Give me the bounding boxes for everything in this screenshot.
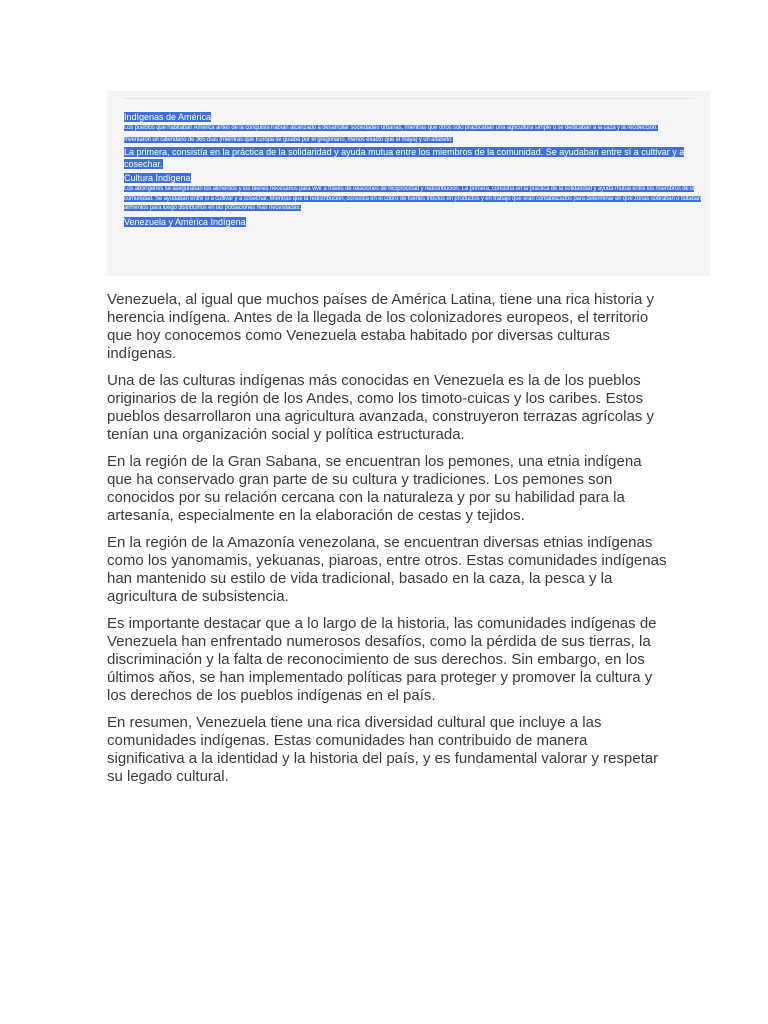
article-body [107,291,667,795]
article-paragraph: En la región de la Amazonía venezolana, se encuentran diversas etnias indígenas como los yanomamis, yekuanas, piaroas, entre otros. Estas comunidades indígenas han mantenido su estilo de vida tradicional, basado en la caza, la pesca y la agricultura de subsistencia. [107,534,667,605]
article-paragraph: En la región de la Gran Sabana, se encuentran los pemones, una etnia indígena que ha conservado gran parte de su cultura y tradiciones. Los pemones son conocidos por su relación cercana con la naturaleza y por su habilidad para la artesanía, especialmente en la elaboración de cestas y tejidos. [107,453,642,524]
article-paragraph: Una de las culturas indígenas más conocidas en Venezuela es la de los pueblos originarios de la región de los Andes, como los timoto-cuicas y los caribes. Estos pueblos desarrollaron una agricultura avanzada, construyeron terrazas agrícolas y tenían una organización social y política estructurada. [107,372,654,443]
screenshot-selected-text [124,111,702,229]
screenshot-paragraph: Inventaron un calendario de 365 días (mientras que Europa se guiaba por el gregoriano, menos exacto que el maya) y un alfabeto. [124,136,453,143]
screenshot-title: Indígenas de América [124,112,212,122]
screenshot-paragraph: Los pueblos que habitaban América antes de la conquista habían alcanzado a desarrollar sociedades urbanas, mientras que otros sólo practicaban una agricultura simple o se dedicaban a la caza y la recolección. [124,125,658,131]
screenshot-divider [123,98,694,99]
screenshot-paragraph: Los aborígenes se aseguraban los alimentos y los bienes necesarios para vivir a través de relaciones de reciprocidad y redistribución. La primera, consistía en la práctica de la solidaridad y ayuda mutua entre los miembros de la comunidad. Se ayudaban entre sí a cultivar y a cosechar. Mientras que la redistribución, consistía en el cobro de fuertes tributos en productos y en trabajo que eran contabilizados para determinar en qué zonas sobraban o faltaban alimentos para luego distribuirlos en las poblaciones más necesitadas. [124,186,702,211]
article-paragraph: Venezuela, al igual que muchos países de América Latina, tiene una rica historia y herencia indígena. Antes de la llegada de los colonizadores europeos, el territorio que hoy conocemos como Venezuela estaba habitado por diversas culturas indígenas. [107,291,655,362]
embedded-screenshot [107,91,710,276]
screenshot-subtitle: Cultura Indígena [124,173,191,183]
article-paragraph: Es importante destacar que a lo largo de la historia, las comunidades indígenas de Venezuela han enfrentado numerosos desafíos, como la pérdida de sus tierras, la discriminación y la falta de reconocimiento de sus derechos. Sin embargo, en los últimos años, se han implementado políticas para proteger y promover la cultura y los derechos de los pueblos indígenas en el país. [107,615,657,704]
article-paragraph: En resumen, Venezuela tiene una rica diversidad cultural que incluye a las comunidades indígenas. Estas comunidades han contribuido de manera significativa a la identidad y la historia del país, y es fundamental valorar y respetar su legado cultural. [107,714,659,785]
screenshot-paragraph: La primera, consistía en la práctica de la solidaridad y ayuda mutua entre los miembros de la comunidad. Se ayudaban entre sí a cultivar y a cosechar. [124,147,685,169]
screenshot-footer: Venezuela y América Indígena [124,216,246,227]
